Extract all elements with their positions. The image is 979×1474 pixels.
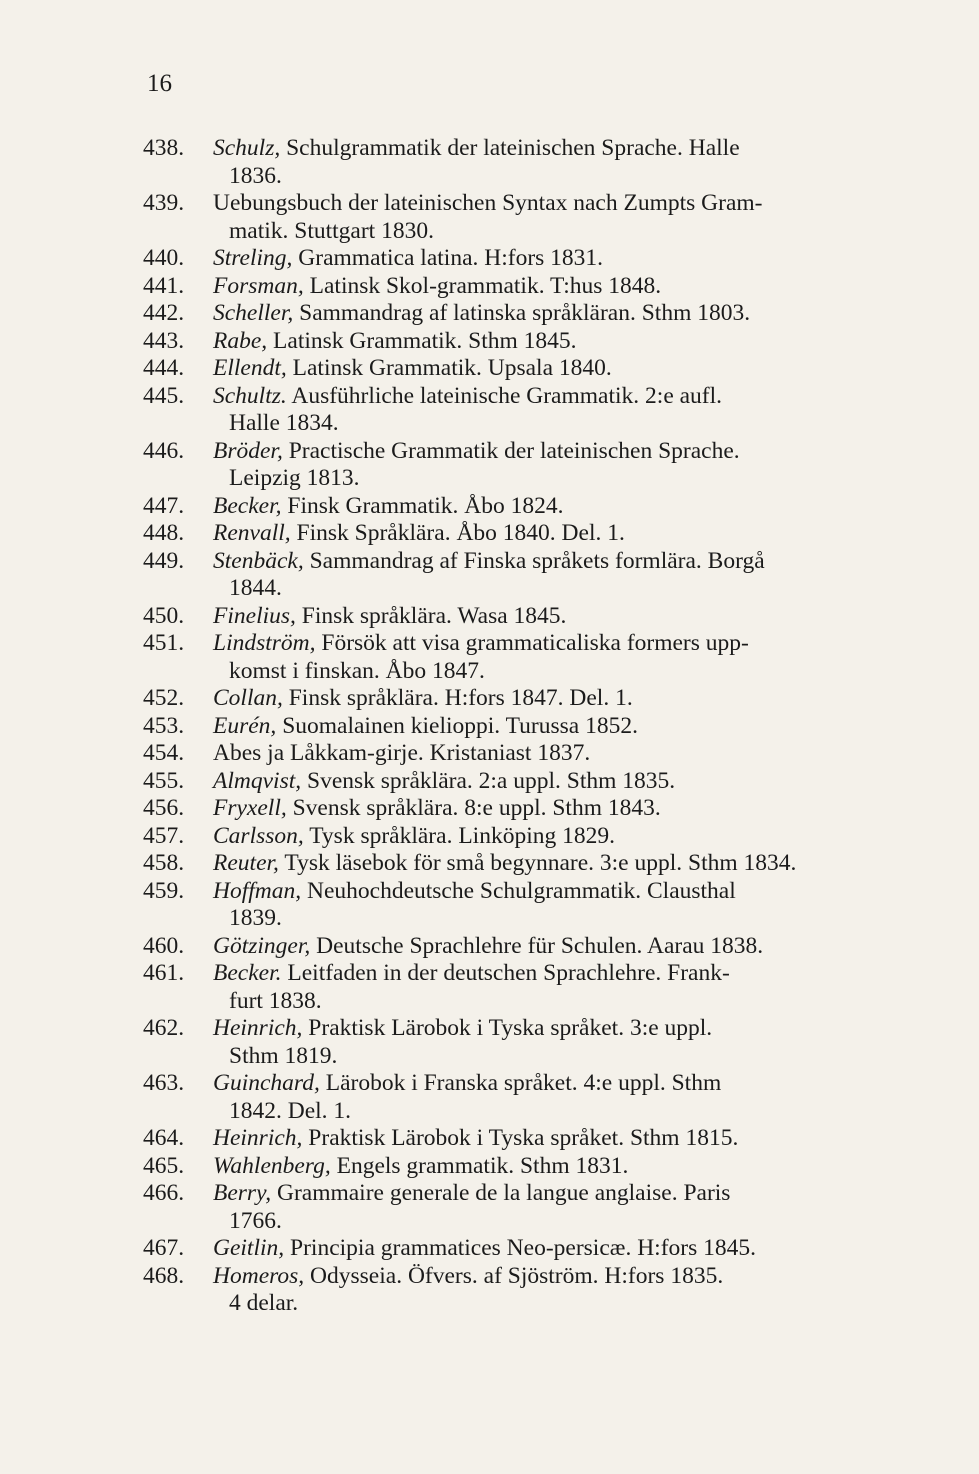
entry-title: Practische Grammatik der lateinischen Sprache. (282, 437, 740, 464)
bibliography-entry (143, 1125, 893, 1153)
entry-continuation: Sthm 1819. (229, 1042, 338, 1069)
entry-title: Finsk Grammatik. Åbo 1824. (281, 492, 564, 519)
entry-text (213, 1235, 893, 1263)
entry-number: 468. (143, 1262, 185, 1289)
entry-author: Carlsson, (213, 822, 304, 849)
entry-author: Rabe, (213, 327, 268, 354)
entry-continuation: 1839. (229, 905, 282, 931)
entry-text (213, 548, 893, 603)
entry-text (213, 1015, 893, 1070)
entry-text (213, 823, 893, 851)
entry-title: Grammaire generale de la langue anglaise. Paris (271, 1180, 731, 1206)
entry-author: Berry, (213, 1180, 272, 1206)
entry-number: 441. (143, 272, 185, 299)
entry-author: Schultz. (213, 382, 287, 409)
entry-author: Forsman, (213, 272, 304, 299)
entry-number: 466. (143, 1180, 185, 1206)
entry-author: Ellendt, (213, 355, 287, 381)
entry-author: Reuter, (213, 850, 279, 876)
entry-title: Latinsk Skol-grammatik. T:hus 1848. (303, 272, 662, 299)
entry-title: Svensk språklära. 2:a uppl. Sthm 1835. (301, 767, 676, 794)
entry-text (213, 878, 893, 933)
bibliography-entry (143, 603, 893, 631)
entry-text (213, 1263, 893, 1318)
entry-author: Almqvist, (213, 767, 302, 794)
bibliography-entry (143, 383, 893, 438)
entry-author: Collan, (213, 685, 283, 711)
entry-author: Homeros, (213, 1262, 305, 1289)
bibliography-entry (143, 850, 893, 878)
bibliography-entry (143, 273, 893, 301)
entry-text (213, 740, 893, 768)
entry-continuation: furt 1838. (229, 987, 322, 1014)
bibliography-entry (143, 300, 893, 328)
bibliography-entry (143, 1153, 893, 1181)
entry-number: 461. (143, 960, 185, 986)
bibliography-entry (143, 740, 893, 768)
entry-author: Finelius, (213, 602, 296, 629)
entry-text (213, 135, 893, 190)
entry-author: Renvall, (213, 520, 291, 546)
entry-number: 464. (143, 1125, 185, 1151)
entry-author: Heinrich, (213, 1125, 303, 1151)
entry-author: Fryxell, (213, 795, 287, 821)
entry-title: Praktisk Lärobok i Tyska språket. 3:e uppl. (302, 1015, 713, 1041)
entry-text (213, 300, 893, 328)
entry-text (213, 273, 893, 301)
entry-title: Tysk språklära. Linköping 1829. (303, 822, 615, 849)
entry-text (213, 713, 893, 741)
entry-text (213, 355, 893, 383)
entry-title: Finsk språklära. Wasa 1845. (295, 602, 567, 629)
bibliography-entry (143, 713, 893, 741)
bibliography-entry (143, 135, 893, 190)
entry-author: Scheller, (213, 300, 294, 326)
entry-number: 462. (143, 1015, 185, 1041)
entry-author: Schulz, (213, 135, 281, 161)
bibliography-entry (143, 630, 893, 685)
entry-continuation: 1836. (229, 162, 282, 189)
entry-author: Stenbäck, (213, 547, 304, 574)
entry-author: Bröder, (213, 437, 283, 464)
entry-title: Sammandrag af latinska språkläran. Sthm 1803. (293, 300, 751, 326)
bibliography-entry (143, 685, 893, 713)
entry-text (213, 850, 893, 878)
entry-text (213, 520, 893, 548)
bibliography-entry (143, 438, 893, 493)
entry-number: 459. (143, 877, 185, 904)
entry-title: Finsk Språklära. Åbo 1840. Del. 1. (290, 520, 625, 546)
entry-continuation: 4 delar. (229, 1290, 299, 1316)
entry-title: Schulgrammatik der lateinischen Sprache. Halle (280, 135, 740, 161)
entry-title: Principia grammatices Neo-persicæ. H:fors 1845. (284, 1235, 756, 1261)
entry-title: Grammatica latina. H:fors 1831. (292, 245, 604, 271)
bibliography-list (143, 135, 893, 1318)
entry-author: Götzinger, (213, 932, 311, 959)
entry-author: Geitlin, (213, 1235, 285, 1261)
entry-title: Neuhochdeutsche Schulgrammatik. Clausthal (301, 877, 736, 904)
entry-number: 458. (143, 850, 185, 876)
entry-number: 443. (143, 327, 185, 354)
entry-number: 442. (143, 300, 185, 326)
bibliography-entry (143, 878, 893, 933)
entry-title: Tysk läsebok för små begynnare. 3:e uppl. Sthm 1834. (278, 850, 797, 876)
entry-title: Latinsk Grammatik. Sthm 1845. (267, 327, 577, 354)
bibliography-entry (143, 548, 893, 603)
entry-author: Hoffman, (213, 877, 302, 904)
entry-text (213, 190, 893, 245)
entry-title: Engels grammatik. Sthm 1831. (330, 1152, 629, 1179)
bibliography-entry (143, 1263, 893, 1318)
entry-author: Becker, (213, 492, 282, 519)
entry-author: Streling, (213, 245, 293, 271)
entry-title: Sammandrag af Finska språkets formlära. Borgå (303, 547, 765, 574)
entry-number: 439. (143, 190, 185, 216)
entry-number: 448. (143, 520, 185, 546)
entry-text (213, 960, 893, 1015)
entry-title: Latinsk Grammatik. Upsala 1840. (286, 355, 612, 381)
entry-number: 457. (143, 822, 185, 849)
entry-number: 465. (143, 1152, 185, 1179)
entry-number: 446. (143, 437, 185, 464)
entry-number: 454. (143, 740, 185, 766)
entry-text (213, 1125, 893, 1153)
entry-title: Odysseia. Öfvers. af Sjöström. H:fors 1835. (304, 1262, 724, 1289)
entry-number: 453. (143, 712, 185, 739)
entry-text (213, 768, 893, 796)
entry-text (213, 383, 893, 438)
entry-number: 451. (143, 630, 185, 656)
bibliography-entry (143, 1015, 893, 1070)
entry-author: Heinrich, (213, 1015, 303, 1041)
bibliography-entry (143, 1180, 893, 1235)
entry-title: Abes ja Låkkam-girje. Kristaniast 1837. (213, 740, 591, 766)
entry-text (213, 1070, 893, 1125)
entry-number: 467. (143, 1235, 185, 1261)
bibliography-entry (143, 823, 893, 851)
entry-number: 460. (143, 932, 185, 959)
entry-title: Suomalainen kielioppi. Turussa 1852. (276, 712, 638, 739)
entry-text (213, 630, 893, 685)
page-number: 16 (147, 70, 172, 97)
entry-text (213, 438, 893, 493)
entry-title: Deutsche Sprachlehre für Schulen. Aarau 1838. (310, 932, 764, 959)
entry-continuation: komst i finskan. Åbo 1847. (229, 657, 485, 684)
entry-continuation: 1766. (229, 1207, 282, 1234)
entry-text (213, 328, 893, 356)
bibliography-entry (143, 960, 893, 1015)
entry-text (213, 1180, 893, 1235)
bibliography-entry (143, 933, 893, 961)
entry-number: 455. (143, 767, 185, 794)
entry-title: Försök att visa grammaticaliska formers upp- (315, 630, 749, 656)
bibliography-entry (143, 190, 893, 245)
entry-number: 438. (143, 135, 185, 161)
entry-number: 447. (143, 492, 185, 519)
bibliography-entry (143, 1235, 893, 1263)
entry-number: 449. (143, 547, 185, 574)
entry-author: Wahlenberg, (213, 1152, 331, 1179)
entry-text (213, 685, 893, 713)
bibliography-entry (143, 768, 893, 796)
entry-title: Leitfaden in der deutschen Sprachlehre. Frank- (281, 960, 730, 986)
bibliography-entry (143, 355, 893, 383)
entry-continuation: 1842. Del. 1. (229, 1097, 352, 1124)
bibliography-entry (143, 245, 893, 273)
entry-number: 450. (143, 602, 185, 629)
entry-continuation: 1844. (229, 575, 282, 601)
entry-text (213, 493, 893, 521)
entry-title: Lärobok i Franska språket. 4:e uppl. Sthm (319, 1070, 722, 1096)
bibliography-entry (143, 493, 893, 521)
bibliography-entry (143, 520, 893, 548)
entry-continuation: Halle 1834. (229, 410, 339, 436)
bibliography-entry (143, 328, 893, 356)
entry-number: 456. (143, 795, 185, 821)
entry-author: Guinchard, (213, 1070, 320, 1096)
entry-number: 444. (143, 355, 185, 381)
bibliography-entry (143, 1070, 893, 1125)
entry-number: 452. (143, 685, 185, 711)
entry-text (213, 795, 893, 823)
entry-title: Uebungsbuch der lateinischen Syntax nach Zumpts Gram- (213, 190, 763, 216)
entry-text (213, 245, 893, 273)
entry-text (213, 933, 893, 961)
entry-author: Lindström, (213, 630, 316, 656)
entry-number: 445. (143, 382, 185, 409)
entry-number: 463. (143, 1070, 185, 1096)
bibliography-entry (143, 795, 893, 823)
entry-title: Ausführliche lateinische Grammatik. 2:e aufl. (286, 382, 723, 409)
entry-text (213, 1153, 893, 1181)
entry-author: Eurén, (213, 712, 277, 739)
entry-number: 440. (143, 245, 185, 271)
entry-continuation: Leipzig 1813. (229, 465, 360, 491)
entry-author: Becker. (213, 960, 282, 986)
entry-text (213, 603, 893, 631)
entry-title: Finsk språklära. H:fors 1847. Del. 1. (282, 685, 633, 711)
entry-continuation: matik. Stuttgart 1830. (229, 217, 434, 244)
entry-title: Svensk språklära. 8:e uppl. Sthm 1843. (286, 795, 661, 821)
entry-title: Praktisk Lärobok i Tyska språket. Sthm 1815. (302, 1125, 739, 1151)
